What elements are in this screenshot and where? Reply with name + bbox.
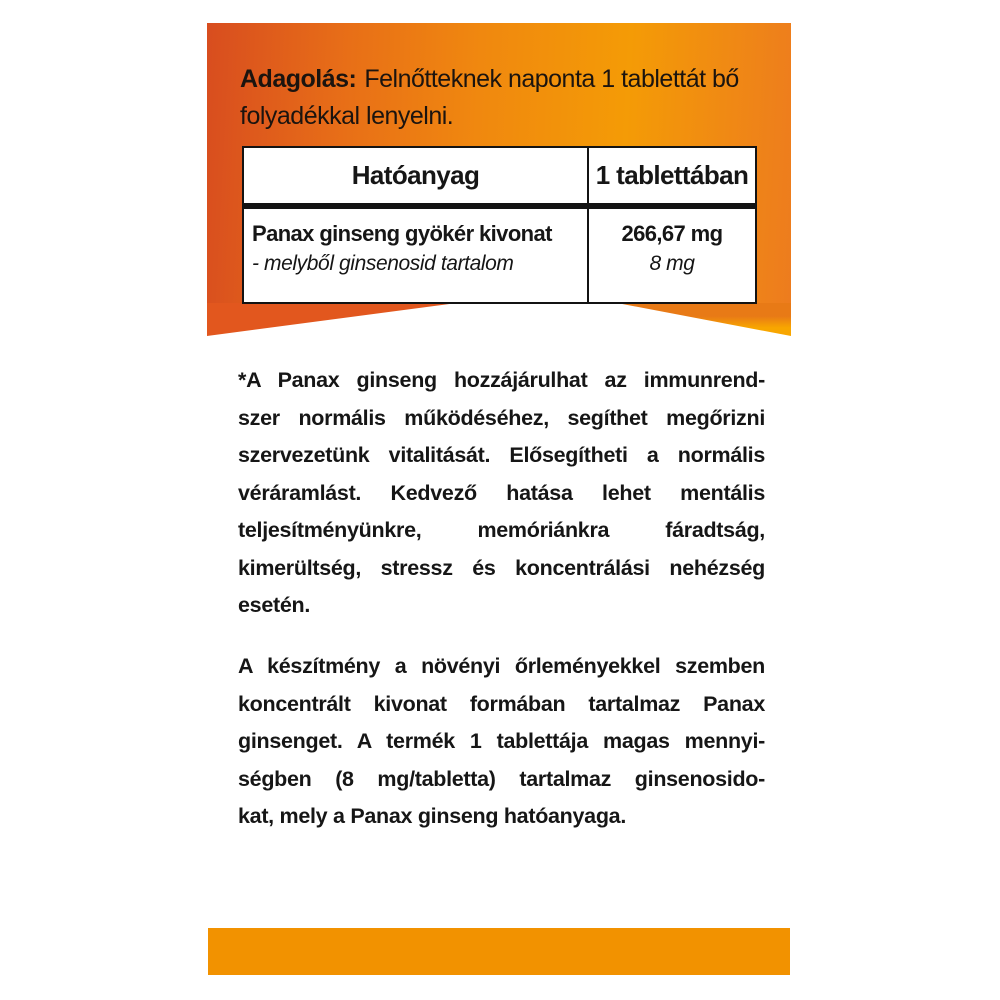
dosage-line-1	[240, 61, 785, 98]
description-line: ségben (8 mg/tabletta) tartalmaz ginsenosido-	[238, 766, 765, 791]
description-line: ginsenget. A termék 1 tablettája magas mennyi-	[238, 729, 765, 753]
claims-line: kimerültség, stressz és koncentrálási nehézség	[238, 555, 765, 580]
claims-line: szervezetünk vitalitását. Elősegítheti a normális	[238, 443, 765, 467]
description-line: koncentrált kivonat formában tartalmaz Panax	[238, 691, 765, 716]
table-cell-ingredient	[244, 209, 589, 302]
dosage-label: Adagolás:	[240, 65, 357, 93]
ingredient-name: Panax ginseng gyökér kivonat	[252, 221, 552, 246]
claims-line: *A Panax ginseng hozzájárulhat az immunrend-	[238, 368, 765, 392]
table-cell-amount	[589, 209, 755, 302]
dosage-line-2	[240, 98, 785, 135]
claims-line: teljesítményünkre, memóriánkra fáradtság,	[238, 518, 765, 542]
bottom-accent-bar	[208, 928, 790, 975]
description-line: kat, mely a Panax ginseng hatóanyaga.	[238, 804, 626, 828]
ingredient-amount: 266,67 mg	[621, 221, 723, 246]
banner-swoosh-left	[207, 303, 457, 336]
dosage-line-2-text: folyadékkal lenyelni.	[240, 102, 454, 130]
dosage-line-1-text: Felnőtteknek naponta 1 tablettát bő	[364, 65, 739, 93]
banner-swoosh-right	[617, 303, 791, 336]
ingredient-amount-note: 8 mg	[649, 252, 695, 275]
product-description-paragraph	[238, 648, 765, 836]
table-header-per-tablet: 1 tablettában	[595, 160, 749, 190]
claims-line: esetén.	[238, 593, 310, 617]
dosage-text	[240, 61, 785, 135]
ingredient-table	[242, 146, 757, 304]
claims-line: szer normális működéséhez, segíthet megőrizni	[238, 405, 765, 430]
claims-line: véráramlást. Kedvező hatása lehet mentális	[238, 480, 765, 505]
description-line: A készítmény a növényi őrleményekkel szemben	[238, 654, 765, 678]
ingredient-note: - melyből ginsenosid tartalom	[252, 252, 514, 275]
table-header-ingredient: Hatóanyag	[244, 148, 589, 203]
claims-paragraph	[238, 362, 765, 625]
